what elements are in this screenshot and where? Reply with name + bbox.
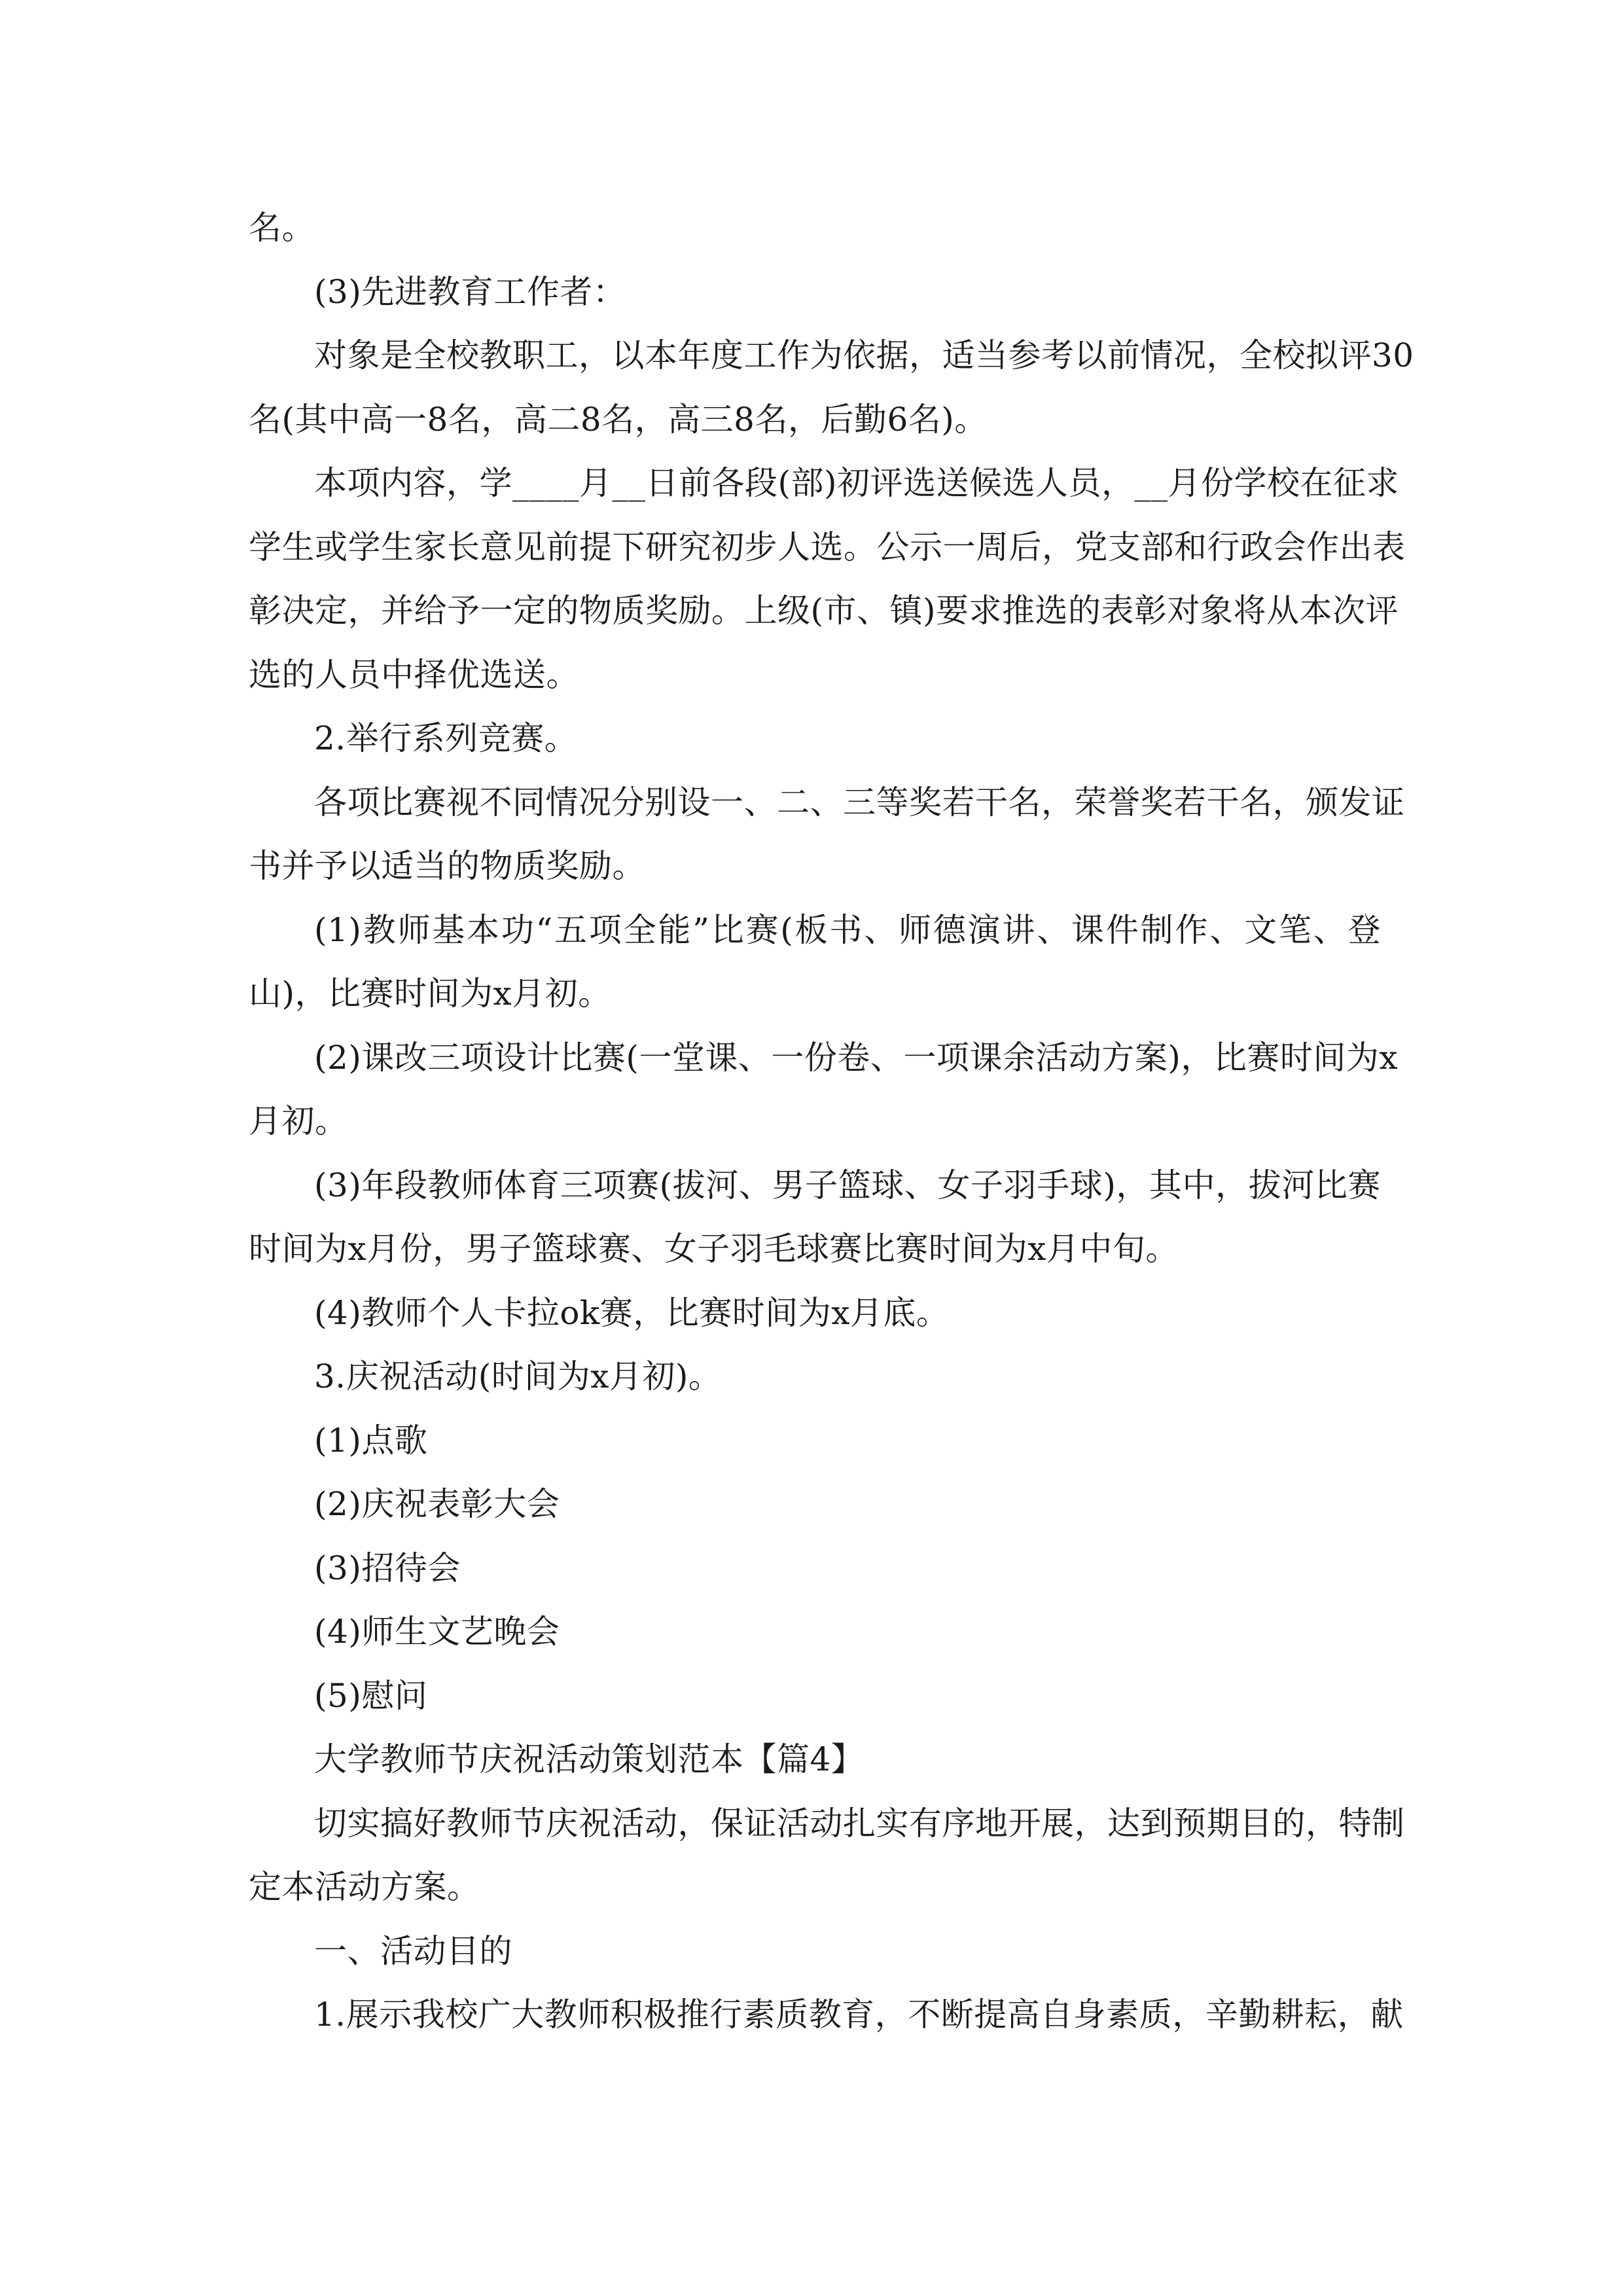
text-line: 大学教师节庆祝活动策划范本【篇4】 — [314, 1740, 865, 1778]
text-line: (4)教师个人卡拉ok赛，比赛时间为x月底。 — [314, 1293, 950, 1332]
text-line: (1)点歌 — [314, 1421, 428, 1460]
text-line: 切实搞好教师节庆祝活动，保证活动扎实有序地开展，达到预期目的，特制 — [314, 1804, 1405, 1842]
text-line: (2)庆祝表彰大会 — [314, 1485, 560, 1523]
text-line: (3)先进教育工作者： — [314, 272, 626, 311]
text-line: (1)教师基本功“五项全能”比赛(板书、师德演讲、课件制作、文笔、登 — [314, 910, 1381, 949]
text-line: 选的人员中择优选送。 — [249, 655, 579, 694]
text-line: 3.庆祝活动(时间为x月初)。 — [314, 1357, 722, 1395]
text-line: 名(其中高一8名，高二8名，高三8名，后勤6名)。 — [249, 400, 988, 439]
text-line: 时间为x月份，男子篮球赛、女子羽毛球赛比赛时间为x月中旬。 — [249, 1230, 1179, 1268]
text-line: 对象是全校教职工，以本年度工作为依据，适当参考以前情况，全校拟评30 — [314, 336, 1414, 374]
text-line: 书并予以适当的物质奖励。 — [249, 847, 645, 885]
text-line: 1.展示我校广大教师积极推行素质教育，不断提高自身素质，辛勤耕耘，献 — [314, 1996, 1404, 2034]
text-line: 名。 — [249, 209, 315, 247]
text-line: (5)慰问 — [314, 1676, 428, 1715]
text-line: 本项内容，学____月__日前各段(部)初评选送候选人员，__月份学校在征求 — [314, 464, 1400, 502]
text-line: (3)招待会 — [314, 1549, 461, 1587]
text-line: 定本活动方案。 — [249, 1868, 480, 1906]
text-line: 各项比赛视不同情况分别设一、二、三等奖若干名，荣誉奖若干名，颁发证 — [314, 783, 1405, 821]
text-line: 一、活动目的 — [314, 1931, 512, 1970]
text-line: (3)年段教师体育三项赛(拔河、男子篮球、女子羽手球)，其中，拔河比赛 — [314, 1166, 1381, 1204]
text-line: 学生或学生家长意见前提下研究初步人选。公示一周后，党支部和行政会作出表 — [249, 528, 1406, 566]
text-line: 月初。 — [249, 1102, 348, 1140]
text-line: 山)，比赛时间为x月初。 — [249, 975, 611, 1013]
document-body — [249, 196, 1414, 2047]
text-line: (4)师生文艺晚会 — [314, 1613, 560, 1651]
text-line: 彰决定，并给予一定的物质奖励。上级(市、镇)要求推选的表彰对象将从本次评 — [249, 592, 1399, 630]
text-line: (2)课改三项设计比赛(一堂课、一份卷、一项课余活动方案)，比赛时间为x — [314, 1038, 1399, 1077]
text-line: 2.举行系列竞赛。 — [314, 719, 578, 757]
